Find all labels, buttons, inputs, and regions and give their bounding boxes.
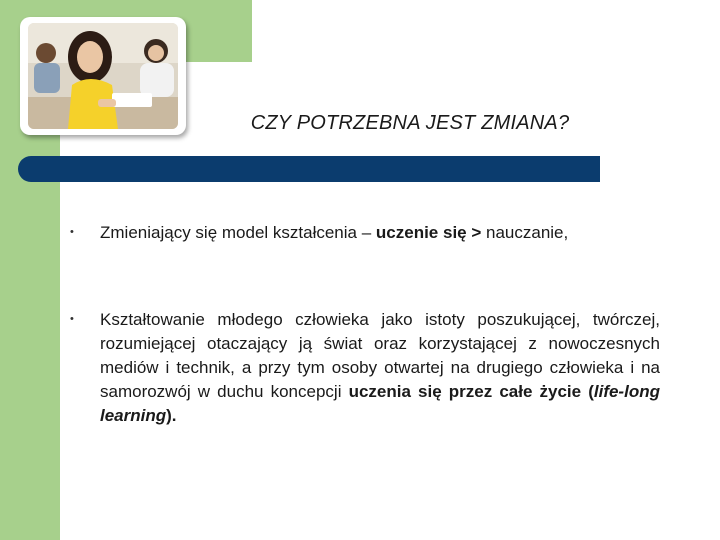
title-underline-bar xyxy=(18,156,600,182)
students-photo xyxy=(28,23,178,129)
bullet-item-1 xyxy=(100,221,660,245)
bullet-2-bold-text: uczenia się przez całe życie ( xyxy=(348,382,594,401)
bullet-marker: • xyxy=(70,313,74,325)
bullet-1-bold-text: uczenie się > xyxy=(375,223,486,242)
bullet-marker: • xyxy=(70,226,74,238)
slide-title: CZY POTRZEBNA JEST ZMIANA? xyxy=(250,112,570,134)
bullet-2-bold-end-text: ). xyxy=(166,406,177,425)
bullet-1-end-text: nauczanie, xyxy=(486,223,569,242)
bullet-1-text: Zmieniający się model kształcenia – xyxy=(100,223,376,242)
bullet-item-2 xyxy=(100,308,660,428)
bullet-2-text: Kształtowanie młodego człowieka jako istoty poszukującej, twórczej, rozumiejącej otaczający ją świat oraz korzystającej z nowoczesnych mediów i technik, a przy tym osoby otwartej na drugiego człowieka i na samorozwój w duchu koncepcji xyxy=(100,310,660,401)
bullet-2-bold-italic-text: life-long learning xyxy=(100,382,660,425)
